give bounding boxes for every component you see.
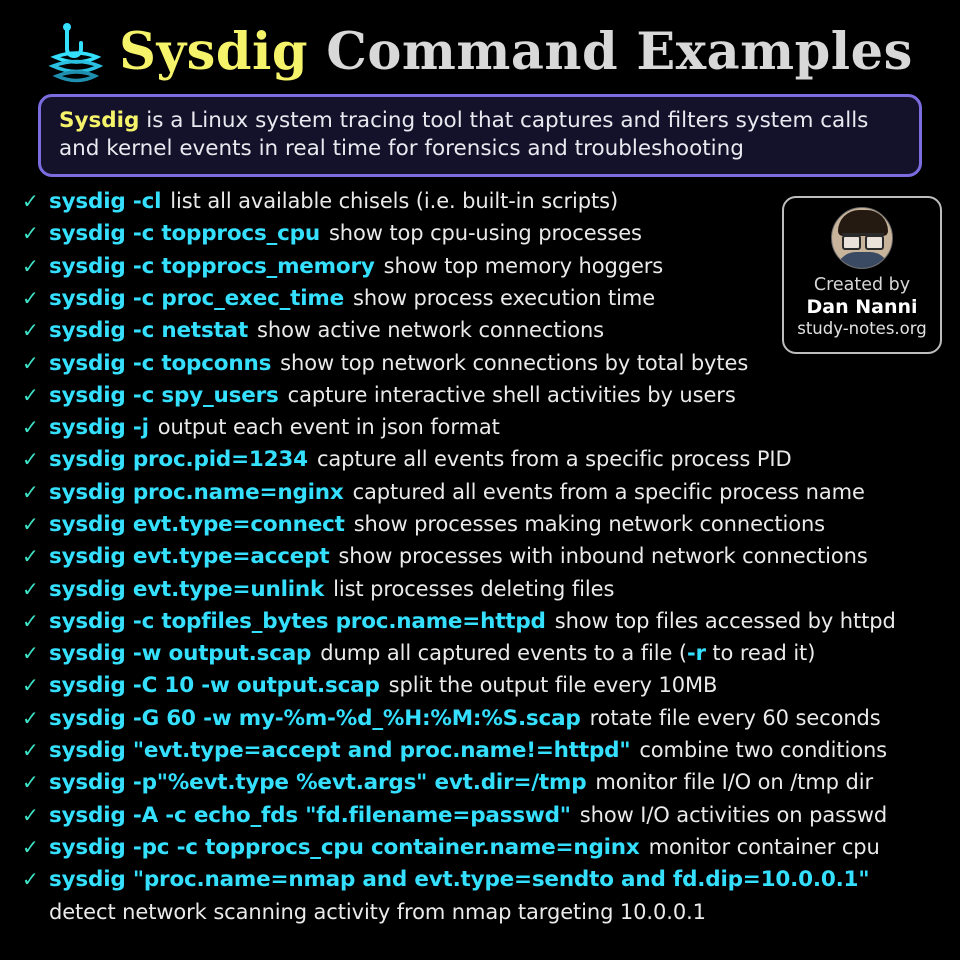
command-desc: monitor container cpu [648,834,880,859]
command-desc: show I/O activities on passwd [579,802,888,827]
check-icon: ✓ [22,479,39,504]
command-text: sysdig -C 10 -w output.scap [49,673,380,699]
check-icon: ✓ [22,350,39,375]
command-desc: split the output file every 10MB [388,673,718,698]
command-text: sysdig -c spy_users [49,382,279,408]
check-icon: ✓ [22,705,39,730]
banner-text: is a Linux system tracing tool that captures and filters system calls and kernel events in real time for forensics and troubleshooting [59,108,869,161]
command-desc: combine two conditions [639,738,888,763]
list-item [22,544,960,576]
check-icon: ✓ [22,253,39,278]
command-text: sysdig "evt.type=accept and proc.name!=httpd" [49,738,631,764]
check-icon: ✓ [22,867,39,892]
list-item [22,706,960,738]
command-text: sysdig -p"%evt.type %evt.args" evt.dir=/tmp [49,770,587,796]
command-text: sysdig evt.type=unlink [49,576,325,602]
avatar-icon [831,207,893,269]
command-text: sysdig -c topfiles_bytes proc.name=httpd [49,608,546,634]
command-text: sysdig -pc -c topprocs_cpu container.name=nginx [49,834,640,860]
command-desc: show processes making network connections [353,512,826,536]
created-by-label: Created by [813,275,911,295]
command-text: sysdig -cl [49,189,162,215]
command-desc: show top network connections by total bytes [280,350,749,375]
command-text: sysdig -j [49,415,149,441]
list-item [22,512,960,544]
list-item [22,867,960,899]
command-text: sysdig -c netstat [49,318,249,344]
command-desc: show process execution time [353,285,656,310]
command-desc: dump all captured events to a file (-r to read it) [320,641,816,666]
command-desc: capture interactive shell activities by users [287,382,736,407]
list-item [22,447,960,479]
command-text: sysdig -A -c echo_fds "fd.filename=passwd" [49,802,571,828]
title-brand: Sysdig [119,22,309,82]
list-item [22,383,960,415]
command-text: sysdig -c topprocs_cpu [49,221,320,247]
check-icon: ✓ [22,608,39,633]
command-text: sysdig evt.type=connect [49,512,345,537]
list-item-continuation [22,900,960,932]
page-title [119,22,913,82]
list-item [22,577,960,609]
command-desc: show top memory hoggers [383,253,664,278]
sysdig-logo-icon [47,23,105,85]
check-icon: ✓ [22,673,39,698]
command-desc: rotate file every 60 seconds [589,705,881,730]
list-item [22,609,960,641]
author-site: study-notes.org [797,319,927,338]
author-card [782,196,942,354]
check-icon: ✓ [22,802,39,827]
command-desc: list all available chisels (i.e. built-in scripts) [170,189,619,214]
command-desc-continued: detect network scanning activity from nmap targeting 10.0.0.1 [49,899,706,924]
author-name: Dan Nanni [806,296,918,318]
description-banner [38,94,922,177]
check-icon: ✓ [22,770,39,795]
check-icon: ✓ [22,641,39,666]
check-icon: ✓ [22,415,39,440]
list-item [22,803,960,835]
command-text: sysdig proc.pid=1234 [49,447,308,473]
check-icon: ✓ [22,285,39,310]
command-desc: output each event in json format [157,415,500,440]
command-desc: show processes with inbound network connections [338,544,868,569]
list-item [22,738,960,770]
command-desc: list processes deleting files [333,576,615,601]
command-text: sysdig -w output.scap [49,641,312,667]
list-item [22,770,960,802]
header [0,0,960,86]
command-desc: show top cpu-using processes [328,221,642,246]
command-text: sysdig "proc.name=nmap and evt.type=sendto and fd.dip=10.0.0.1" [49,867,870,893]
check-icon: ✓ [22,738,39,763]
command-desc: show top files accessed by httpd [554,608,896,633]
list-item [22,480,960,512]
command-text: sysdig -G 60 -w my-%m-%d_%H:%M:%S.scap [49,705,581,731]
check-icon: ✓ [22,189,39,214]
command-desc: monitor file I/O on /tmp dir [595,770,873,795]
title-rest: Command Examples [308,22,913,82]
check-icon: ✓ [22,544,39,569]
check-icon: ✓ [22,221,39,246]
check-icon: ✓ [22,834,39,859]
check-icon: ✓ [22,576,39,601]
banner-brand: Sysdig [59,108,140,133]
command-desc: show active network connections [257,318,604,343]
command-text: sysdig -c topprocs_memory [49,253,375,279]
list-item [22,415,960,447]
command-text: sysdig proc.name=nginx [49,479,344,505]
check-icon: ✓ [22,512,39,536]
command-desc-highlight: -r [686,641,706,666]
check-icon: ✓ [22,318,39,343]
check-icon: ✓ [22,447,39,472]
list-item [22,673,960,705]
list-item [22,641,960,673]
command-text: sysdig evt.type=accept [49,544,330,570]
command-desc: capture all events from a specific process PID [316,447,792,472]
list-item [22,351,960,383]
command-text: sysdig -c topconns [49,350,272,376]
list-item [22,835,960,867]
command-text: sysdig -c proc_exec_time [49,285,345,311]
command-desc: captured all events from a specific process name [352,479,865,504]
check-icon: ✓ [22,382,39,407]
